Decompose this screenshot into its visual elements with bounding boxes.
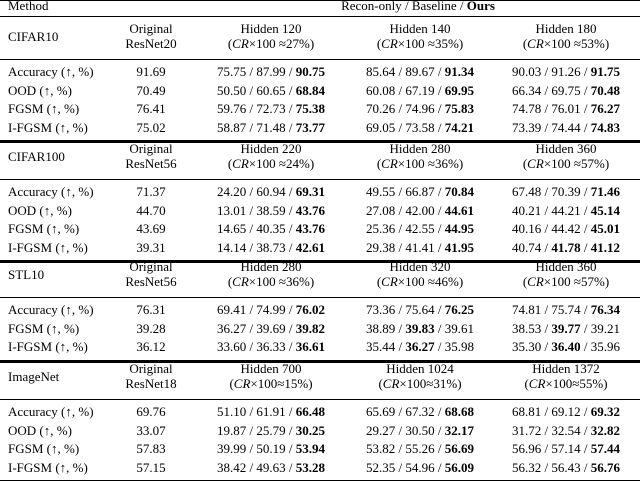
original-value: 76.41 (136, 101, 166, 116)
result-cell (350, 441, 490, 456)
hidden-size-label: Hidden 1372 (532, 361, 600, 376)
result-ours: 68.68 (444, 404, 474, 419)
result-ours: 41.12 (590, 239, 620, 255)
hidden-size-label: Hidden 1024 (386, 361, 454, 376)
cr-variable: CR (527, 156, 544, 171)
result-ours: 56.69 (444, 441, 474, 456)
metric-label: FGSM (↑, %) (8, 441, 80, 456)
result-plain: 38.42 / 49.63 / (217, 459, 296, 475)
original-value: 57.83 (136, 441, 166, 456)
section-header-rule (0, 179, 640, 180)
method-header: Method (8, 0, 49, 13)
result-sep: / (434, 320, 445, 336)
result-cell (196, 203, 346, 218)
result-plain: 24.20 / 60.94 / (217, 184, 296, 199)
result-cell (492, 83, 640, 98)
original-value: 36.12 (136, 339, 166, 354)
result-cell (492, 184, 640, 199)
metric-label: I-FGSM (↑, %) (8, 239, 88, 255)
result-cell (350, 203, 490, 218)
hidden-size-header (350, 21, 490, 51)
result-ours: 75.83 (444, 101, 474, 116)
original-value: 70.49 (136, 82, 166, 98)
hidden-size-label: Hidden 120 (240, 21, 302, 36)
result-cell (196, 404, 346, 419)
original-value: 43.69 (136, 221, 166, 236)
result-ours: 76.27 (590, 101, 620, 116)
hidden-size-header (492, 259, 640, 289)
result-ours: 76.25 (444, 302, 474, 317)
compression-ratio: (CR×100 ≈53%) (522, 36, 610, 51)
compression-ratio: (CR×100 ≈46%) (376, 274, 464, 289)
original-value: 75.02 (136, 119, 166, 135)
result-ours: 91.75 (590, 64, 620, 79)
result-cell (350, 120, 490, 135)
result-ours: 42.61 (295, 239, 325, 255)
section-header-rule (0, 399, 640, 400)
result-ours: 69.32 (590, 404, 620, 419)
compression-ratio: (CR×100 ≈35%) (376, 36, 464, 51)
result-cell (492, 221, 640, 236)
result-cell (492, 339, 640, 354)
result-best-baseline: 39.77 (551, 320, 581, 336)
result-best-baseline: 41.78 (551, 239, 581, 255)
section-header-rule (0, 297, 640, 298)
result-plain: 40.21 / 44.21 / (512, 202, 591, 218)
cr-variable: CR (232, 156, 249, 171)
hidden-size-label: Hidden 320 (389, 259, 451, 274)
original-model-header (108, 361, 194, 391)
result-plain: 29.27 / 30.50 / (366, 422, 445, 438)
result-ours: 32.17 (444, 422, 474, 438)
metric-label: Accuracy (↑, %) (8, 404, 94, 419)
result-plain: 51.10 / 61.91 / (217, 404, 296, 419)
hidden-size-header (350, 141, 490, 171)
result-ours: 44.61 (444, 202, 474, 218)
result-plain: 31.72 / 32.54 / (512, 422, 591, 438)
result-cell (492, 240, 640, 255)
original-model-line: ResNet18 (125, 376, 177, 391)
result-cell (196, 64, 346, 79)
result-plain: 58.87 / 71.48 / (217, 119, 296, 135)
result-plain: 29.38 / 41.41 / (366, 239, 445, 255)
hidden-size-header (196, 21, 346, 51)
hidden-size-header (492, 21, 640, 51)
result-plain: 25.36 / 42.55 / (366, 221, 445, 236)
hidden-size-label: Hidden 700 (240, 361, 302, 376)
result-cell (492, 404, 640, 419)
result-cell (350, 302, 490, 317)
original-model-line: ResNet20 (125, 36, 177, 51)
result-ours: 74.21 (444, 119, 474, 135)
result-cell (350, 101, 490, 116)
hidden-size-header (196, 259, 346, 289)
original-model-header (108, 259, 194, 289)
header-rule (0, 16, 640, 17)
original-value: 71.37 (136, 184, 166, 199)
original-value: 76.31 (136, 302, 166, 317)
dataset-label: ImageNet (8, 369, 60, 384)
cr-variable: CR (381, 156, 398, 171)
result-plain: 33.60 / 36.33 / (217, 339, 296, 354)
result-cell (350, 321, 490, 336)
compression-ratio: (CR×100 ≈57%) (522, 156, 610, 171)
cr-variable: CR (381, 274, 398, 289)
result-cell (350, 423, 490, 438)
hidden-size-label: Hidden 360 (535, 141, 597, 156)
result-cell (196, 120, 346, 135)
result-ours: 70.48 (590, 82, 620, 98)
result-plain: 36.27 / 39.69 / (217, 320, 296, 336)
result-ours: 43.76 (295, 221, 325, 236)
result-plain: 53.82 / 55.26 / (366, 441, 445, 456)
result-plain: 27.08 / 42.00 / (366, 202, 445, 218)
hidden-size-label: Hidden 280 (389, 141, 451, 156)
result-plain: 74.81 / 75.74 / (512, 302, 591, 317)
result-best-baseline: 36.27 (405, 339, 435, 354)
result-plain: 14.65 / 40.35 / (217, 221, 296, 236)
result-cell (196, 339, 346, 354)
hidden-size-header (350, 361, 490, 391)
result-ours: 35.96 (590, 339, 620, 354)
cr-variable: CR (527, 274, 544, 289)
original-value: 44.70 (136, 202, 166, 218)
result-plain: 73.39 / 74.44 / (512, 119, 591, 135)
result-cell (196, 302, 346, 317)
result-cell (350, 460, 490, 475)
result-plain: 67.48 / 70.39 / (512, 184, 591, 199)
metric-label: OOD (↑, %) (8, 202, 72, 218)
metric-label: FGSM (↑, %) (8, 101, 80, 116)
result-plain: 74.78 / 76.01 / (512, 101, 591, 116)
result-ours: 66.48 (295, 404, 325, 419)
compression-ratio: (CR×100≈31%) (378, 376, 462, 391)
metric-label: FGSM (↑, %) (8, 221, 80, 236)
cr-variable: CR (528, 376, 546, 391)
result-plain: 39.99 / 50.19 / (217, 441, 296, 456)
original-value: 33.07 (136, 422, 166, 438)
result-cell (350, 184, 490, 199)
cr-variable: CR (382, 376, 400, 391)
hidden-size-header (492, 361, 640, 391)
result-ours: 90.75 (295, 64, 325, 79)
result-cell (350, 339, 490, 354)
result-plain: 66.34 / 69.75 / (512, 82, 591, 98)
result-cell (196, 83, 346, 98)
result-cell (196, 441, 346, 456)
result-cell (196, 184, 346, 199)
hidden-size-label: Hidden 140 (389, 21, 451, 36)
result-cell (350, 221, 490, 236)
compression-ratio: (CR×100 ≈27%) (227, 36, 315, 51)
hidden-size-header (492, 141, 640, 171)
original-model-line: Original (129, 361, 173, 376)
metric-label: Accuracy (↑, %) (8, 184, 94, 199)
hidden-size-label: Hidden 280 (240, 259, 302, 274)
result-ours: 91.34 (444, 64, 474, 79)
result-ours: 56.76 (590, 459, 620, 475)
result-cell (492, 423, 640, 438)
result-ours: 57.44 (590, 441, 620, 456)
result-plain: 49.55 / 66.87 / (366, 184, 445, 199)
result-ours: 71.46 (590, 184, 620, 199)
metric-label: OOD (↑, %) (8, 422, 72, 438)
result-cell (196, 423, 346, 438)
result-cell (492, 203, 640, 218)
result-ours: 76.02 (295, 302, 325, 317)
result-ours: 39.82 (295, 320, 325, 336)
result-ours: 69.95 (444, 82, 474, 98)
original-value: 91.69 (136, 64, 166, 79)
title-emph: Ours (466, 0, 495, 13)
result-cell (196, 460, 346, 475)
result-ours: 56.09 (444, 459, 474, 475)
result-cell (350, 240, 490, 255)
original-model-line: ResNet56 (125, 274, 177, 289)
hidden-size-header (196, 141, 346, 171)
original-value: 39.28 (136, 320, 166, 336)
cr-variable: CR (232, 274, 249, 289)
result-plain: 38.53 / (512, 320, 552, 336)
result-plain: 59.76 / 72.73 / (217, 101, 296, 116)
title-prefix: Recon-only / Baseline / (341, 0, 467, 13)
result-ours: 53.94 (295, 441, 325, 456)
metric-label: Accuracy (↑, %) (8, 302, 94, 317)
result-plain: 35.30 / (512, 339, 552, 354)
result-ours: 53.28 (295, 459, 325, 475)
result-plain: 73.36 / 75.64 / (366, 302, 445, 317)
result-cell (492, 460, 640, 475)
result-plain: 70.26 / 74.96 / (366, 101, 445, 116)
result-ours: 41.95 (444, 239, 474, 255)
result-plain: 38.89 / (366, 320, 406, 336)
result-cell (350, 404, 490, 419)
result-plain: 13.01 / 38.59 / (217, 202, 296, 218)
result-plain: 69.41 / 74.99 / (217, 302, 296, 317)
result-cell (492, 101, 640, 116)
table-title (196, 0, 640, 13)
result-plain: 52.35 / 54.96 / (366, 459, 445, 475)
result-ours: 74.83 (590, 119, 620, 135)
result-ours: 68.84 (295, 82, 325, 98)
result-ours: 39.61 (444, 320, 474, 336)
compression-ratio: (CR×100 ≈24%) (227, 156, 315, 171)
result-ours: 44.95 (444, 221, 474, 236)
result-cell (492, 120, 640, 135)
metric-label: I-FGSM (↑, %) (8, 119, 88, 135)
result-plain: 69.05 / 73.58 / (366, 119, 445, 135)
metric-label: OOD (↑, %) (8, 82, 72, 98)
original-value: 69.76 (136, 404, 166, 419)
compression-ratio: (CR×100≈15%) (229, 376, 313, 391)
result-plain: 75.75 / 87.99 / (217, 64, 296, 79)
result-plain: 14.14 / 38.73 / (217, 239, 296, 255)
result-ours: 73.77 (295, 119, 325, 135)
result-plain: 65.69 / 67.32 / (366, 404, 445, 419)
original-value: 39.31 (136, 239, 166, 255)
result-ours: 35.98 (444, 339, 474, 354)
compression-ratio: (CR×100 ≈36%) (376, 156, 464, 171)
result-sep: / (580, 320, 591, 336)
result-cell (350, 83, 490, 98)
original-model-line: Original (129, 21, 173, 36)
result-plain: 50.50 / 60.65 / (217, 82, 296, 98)
result-plain: 85.64 / 89.67 / (366, 64, 445, 79)
compression-ratio: (CR×100≈55%) (524, 376, 608, 391)
result-plain: 56.32 / 56.43 / (512, 459, 591, 475)
result-plain: 56.96 / 57.14 / (512, 441, 591, 456)
dataset-label: CIFAR100 (8, 149, 65, 164)
compression-ratio: (CR×100 ≈36%) (227, 274, 315, 289)
cr-variable: CR (381, 36, 398, 51)
result-cell (196, 240, 346, 255)
hidden-size-label: Hidden 360 (535, 259, 597, 274)
cr-variable: CR (233, 376, 251, 391)
result-plain: 40.16 / 44.42 / (512, 221, 591, 236)
metric-label: Accuracy (↑, %) (8, 64, 94, 79)
result-plain: 40.74 / (512, 239, 552, 255)
dataset-label: STL10 (8, 267, 45, 282)
result-plain: 68.81 / 69.12 / (512, 404, 591, 419)
result-plain: 60.08 / 67.19 / (366, 82, 445, 98)
metric-label: FGSM (↑, %) (8, 320, 80, 336)
original-model-header (108, 141, 194, 171)
original-model-line: ResNet56 (125, 156, 177, 171)
metric-label: I-FGSM (↑, %) (8, 339, 88, 354)
metric-label: I-FGSM (↑, %) (8, 459, 88, 475)
original-model-line: Original (129, 259, 173, 274)
result-ours: 75.38 (295, 101, 325, 116)
result-plain: 19.87 / 25.79 / (217, 422, 296, 438)
result-plain: 90.03 / 91.26 / (512, 64, 591, 79)
result-ours: 30.25 (295, 422, 325, 438)
result-cell (492, 321, 640, 336)
original-model-header (108, 21, 194, 51)
result-cell (350, 64, 490, 79)
result-cell (492, 64, 640, 79)
result-sep: / (580, 339, 591, 354)
original-value: 57.15 (136, 459, 166, 475)
result-ours: 32.82 (590, 422, 620, 438)
result-ours: 43.76 (295, 202, 325, 218)
result-cell (196, 101, 346, 116)
result-ours: 45.01 (590, 221, 620, 236)
section-header-rule (0, 59, 640, 60)
hidden-size-label: Hidden 180 (535, 21, 597, 36)
result-cell (492, 302, 640, 317)
result-ours: 39.21 (590, 320, 620, 336)
result-sep: / (434, 339, 445, 354)
result-ours: 70.84 (444, 184, 474, 199)
result-sep: / (580, 239, 591, 255)
result-ours: 36.61 (295, 339, 325, 354)
result-plain: 35.44 / (366, 339, 406, 354)
result-ours: 76.34 (590, 302, 620, 317)
dataset-label: CIFAR10 (8, 29, 59, 44)
result-best-baseline: 39.83 (405, 320, 435, 336)
result-ours: 45.14 (590, 202, 620, 218)
result-cell (492, 441, 640, 456)
result-best-baseline: 36.40 (551, 339, 581, 354)
result-ours: 69.31 (295, 184, 325, 199)
result-cell (196, 321, 346, 336)
cr-variable: CR (527, 36, 544, 51)
compression-ratio: (CR×100 ≈57%) (522, 274, 610, 289)
original-model-line: Original (129, 141, 173, 156)
result-cell (196, 221, 346, 236)
cr-variable: CR (232, 36, 249, 51)
hidden-size-header (196, 361, 346, 391)
hidden-size-label: Hidden 220 (240, 141, 302, 156)
hidden-size-header (350, 259, 490, 289)
